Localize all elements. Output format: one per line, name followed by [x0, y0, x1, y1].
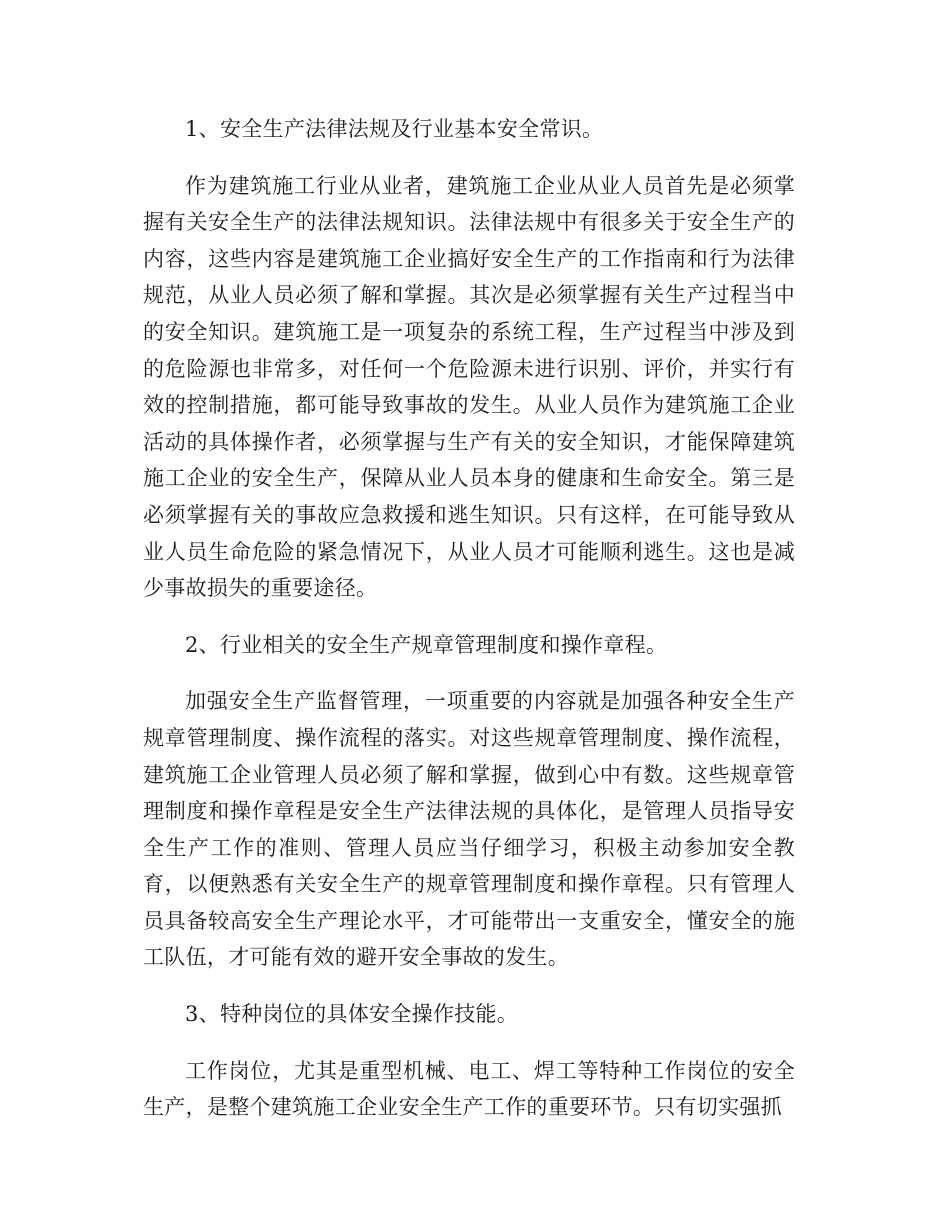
- section-heading-2: 2、行业相关的安全生产规章管理制度和操作章程。: [185, 632, 668, 657]
- section-heading-1: 1、安全生产法律法规及行业基本安全常识。: [185, 117, 604, 141]
- section-body-2: 加强安全生产监督管理，一项重要的内容就是加强各种安全生产规章管理制度、操作流程的落实。对这些规章管理制度、操作流程，建筑施工企业管理人员必须了解和掌握，做到心中有数。这些规章管理制度和操作章程是安全生产法律法规的具体化，是管理人员指导安全生产工作的准则、管理人员应当仔细学习，积极主动参加安全教育，以便熟悉有关安全生产的规章管理制度和操作章程。只有管理人员具备较高安全生产理论水平，才可能带出一支重安全，懂安全的施工队伍，才可能有效的避开安全事故的发生。: [143, 689, 795, 970]
- section-body-3: 工作岗位，尤其是重型机械、电工、焊工等特种工作岗位的安全生产，是整个建筑施工企业安全生产工作的重要环节。只有切实强抓: [143, 1058, 795, 1120]
- document-page: [143, 111, 795, 1146]
- section-heading-3: 3、特种岗位的具体安全操作技能。: [185, 1002, 519, 1027]
- section-body-1: 作为建筑施工行业从业者，建筑施工企业从业人员首先是必须掌握有关安全生产的法律法规知识。法律法规中有很多关于安全生产的内容，这些内容是建筑施工企业搞好安全生产的工作指南和行为法律规范，从业人员必须了解和掌握。其次是必须掌握有关生产过程当中的安全知识。建筑施工是一项复杂的系统工程，生产过程当中涉及到的危险源也非常多，对任何一个危险源未进行识别、评价，并实行有效的控制措施，都可能导致事故的发生。从业人员作为建筑施工企业活动的具体操作者，必须掌握与生产有关的安全知识，才能保障建筑施工企业的安全生产，保障从业人员本身的健康和生命安全。第三是必须掌握有关的事故应急救援和逃生知识。只有这样，在可能导致从业人员生命危险的紧急情况下，从业人员才可能顺利逃生。这也是减少事故损失的重要途径。: [143, 173, 795, 601]
